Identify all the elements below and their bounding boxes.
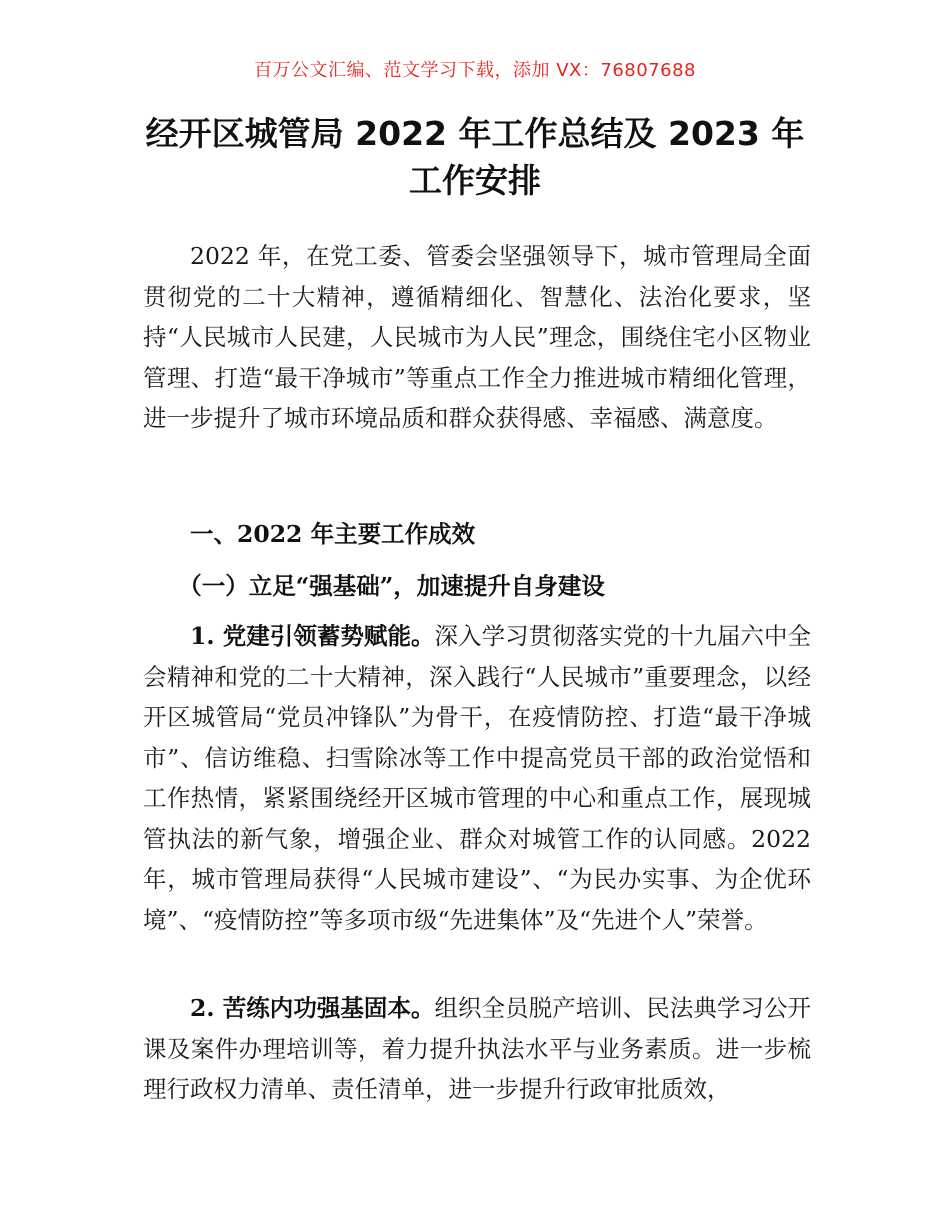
document-title [0, 110, 950, 204]
item-2-lead: 2. 苦练内功强基固本。 [190, 994, 435, 1022]
intro-paragraph: 2022 年，在党工委、管委会坚强领导下，城市管理局全面贯彻党的二十大精神，遵循精细化、智慧化、法治化要求，坚持“人民城市人民建，人民城市为人民”理念，围绕住宅小区物业管理、打造“最干净城市”等重点工作全力推进城市精细化管理，进一步提升了城市环境品质和群众获得感、幸福感、满意度。 [143, 242, 811, 432]
title-line-1: 经开区城管局 2022 年工作总结及 2023 年 [145, 114, 805, 153]
intro-section [143, 236, 811, 439]
title-line-2: 工作安排 [409, 161, 541, 200]
item-2 [143, 988, 811, 1110]
subsection-1 [143, 566, 811, 606]
item-1-text: 深入学习贯彻落实党的十九届六中全会精神和党的二十大精神，深入践行“人民城市”重要理念，以经开区城管局“党员冲锋队”为骨干，在疫情防控、打造“最干净城市”、信访维稳、扫雪除冰等工作中提高党员干部的政治觉悟和工作热情，紧紧围绕经开区城市管理的中心和重点工作，展现城管执法的新气象，增强企业、群众对城管工作的认同感。2022 年，城市管理局获得“人民城市建设”、“为民办实事、为企优环境”、“疫情防控”等多项市级“先进集体”及“先进个人”荣誉。 [143, 622, 811, 934]
section-1 [143, 514, 811, 554]
item-1 [143, 616, 811, 940]
item-2-text: 组织全员脱产培训、民法典学习公开课及案件办理培训等，着力提升执法水平与业务素质。进一步梳理行政权力清单、责任清单，进一步提升行政审批质效， [143, 994, 811, 1103]
watermark-banner: 百万公文汇编、范文学习下载，添加 VX：76807688 [254, 60, 696, 81]
subsection-1-heading: （一）立足“强基础”，加速提升自身建设 [178, 572, 605, 600]
item-1-paragraph [143, 616, 811, 940]
item-2-paragraph [143, 988, 811, 1110]
item-1-lead: 1. 党建引领蓄势赋能。 [190, 622, 435, 650]
section-1-heading: 一、2022 年主要工作成效 [190, 520, 476, 548]
